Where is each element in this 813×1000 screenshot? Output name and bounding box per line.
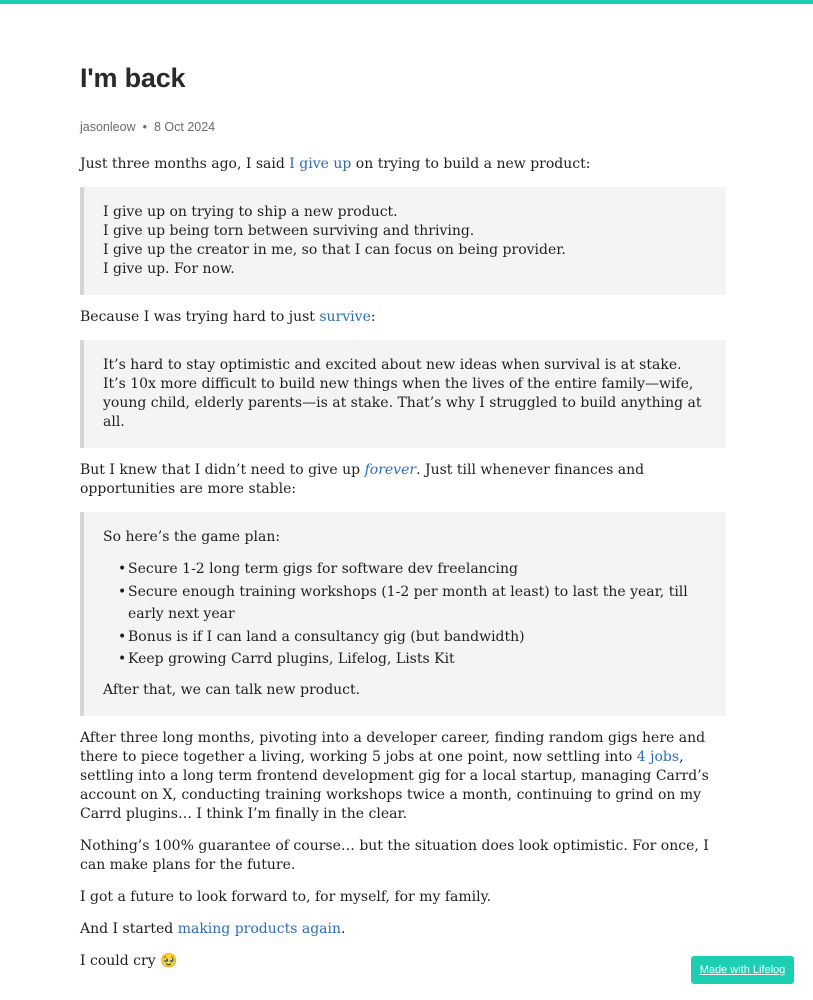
top-accent-bar (0, 0, 813, 4)
link-making-products-again[interactable]: making products again (177, 920, 342, 937)
paragraph-text: Just three months ago, I said (80, 156, 290, 172)
post-meta (80, 118, 215, 136)
quote-line: I give up the creator in me, so that I can focus on being provider. (103, 242, 566, 258)
post-date: 8 Oct 2024 (153, 120, 216, 134)
blockquote-survival (80, 340, 726, 448)
paragraph-text: : (370, 309, 376, 325)
meta-separator: • (142, 120, 147, 134)
paragraph-intro (80, 155, 726, 174)
paragraph-text: And I started (80, 920, 178, 937)
paragraph-text: . (341, 920, 346, 937)
paragraph-forever (80, 461, 726, 499)
paragraph-making-products (80, 920, 726, 939)
blockquote-give-up (80, 187, 726, 295)
post-author: jasonleow (80, 120, 136, 134)
list-item: • Keep growing Carrd plugins, Lifelog, Lists Kit (103, 648, 706, 671)
post-title: I'm back (80, 63, 186, 93)
game-plan-list (103, 558, 706, 671)
paragraph-text: After three long months, pivoting into a developer career, finding random gigs here and there to piece together a living, working 5 jobs at one point, now settling into (80, 729, 706, 765)
paragraph-guarantee: Nothing’s 100% guarantee of course… but the situation does look optimistic. For once, I can make plans for the future. (80, 837, 709, 873)
paragraph-future: I got a future to look forward to, for myself, for my family. (80, 888, 492, 905)
paragraph-survive (80, 308, 726, 327)
paragraph-text: on trying to build a new product: (351, 156, 591, 172)
list-item: • Bonus is if I can land a consultancy gig (but bandwidth) (103, 626, 706, 649)
paragraph-text: , settling into a long term frontend development gig for a local startup, managing Carrd’s account on X, conducting training workshops twice a month, continuing to grind on my Carrd plugins… I think I’m finally in the clear. (80, 748, 709, 822)
paragraph-text: . Just till whenever finances and opportunities are more stable: (80, 462, 645, 497)
paragraph-could-cry: I could cry 🥹 (80, 952, 178, 969)
quote-line: I give up being torn between surviving and thriving. (103, 223, 475, 239)
link-forever[interactable]: forever (364, 462, 417, 478)
list-item: • Secure enough training workshops (1-2 per month at least) to last the year, till early next year (103, 581, 706, 626)
list-item: • Secure 1-2 long term gigs for software dev freelancing (103, 558, 706, 581)
made-with-lifelog-button[interactable]: Made with Lifelog (691, 956, 794, 984)
quote-outro: After that, we can talk new product. (103, 681, 361, 698)
paragraph-three-months (80, 729, 726, 824)
quote-text: It’s hard to stay optimistic and excited about new ideas when survival is at stake. It’s 10x more difficult to build new things when the lives of the entire family—wife, young child, elderly parents—is at stake. That’s why I struggled to build anything at all. (103, 357, 702, 430)
link-4-jobs[interactable]: 4 jobs (636, 748, 680, 765)
post-body (80, 155, 726, 971)
quote-intro: So here’s the game plan: (103, 529, 281, 545)
quote-line: I give up on trying to ship a new product. (103, 204, 398, 220)
link-survive[interactable]: survive (319, 309, 371, 325)
link-i-give-up[interactable]: I give up (289, 156, 352, 172)
quote-line: I give up. For now. (103, 261, 235, 277)
paragraph-text: Because I was trying hard to just (80, 309, 320, 325)
paragraph-text: But I knew that I didn’t need to give up (80, 462, 365, 478)
blockquote-game-plan (80, 512, 726, 716)
